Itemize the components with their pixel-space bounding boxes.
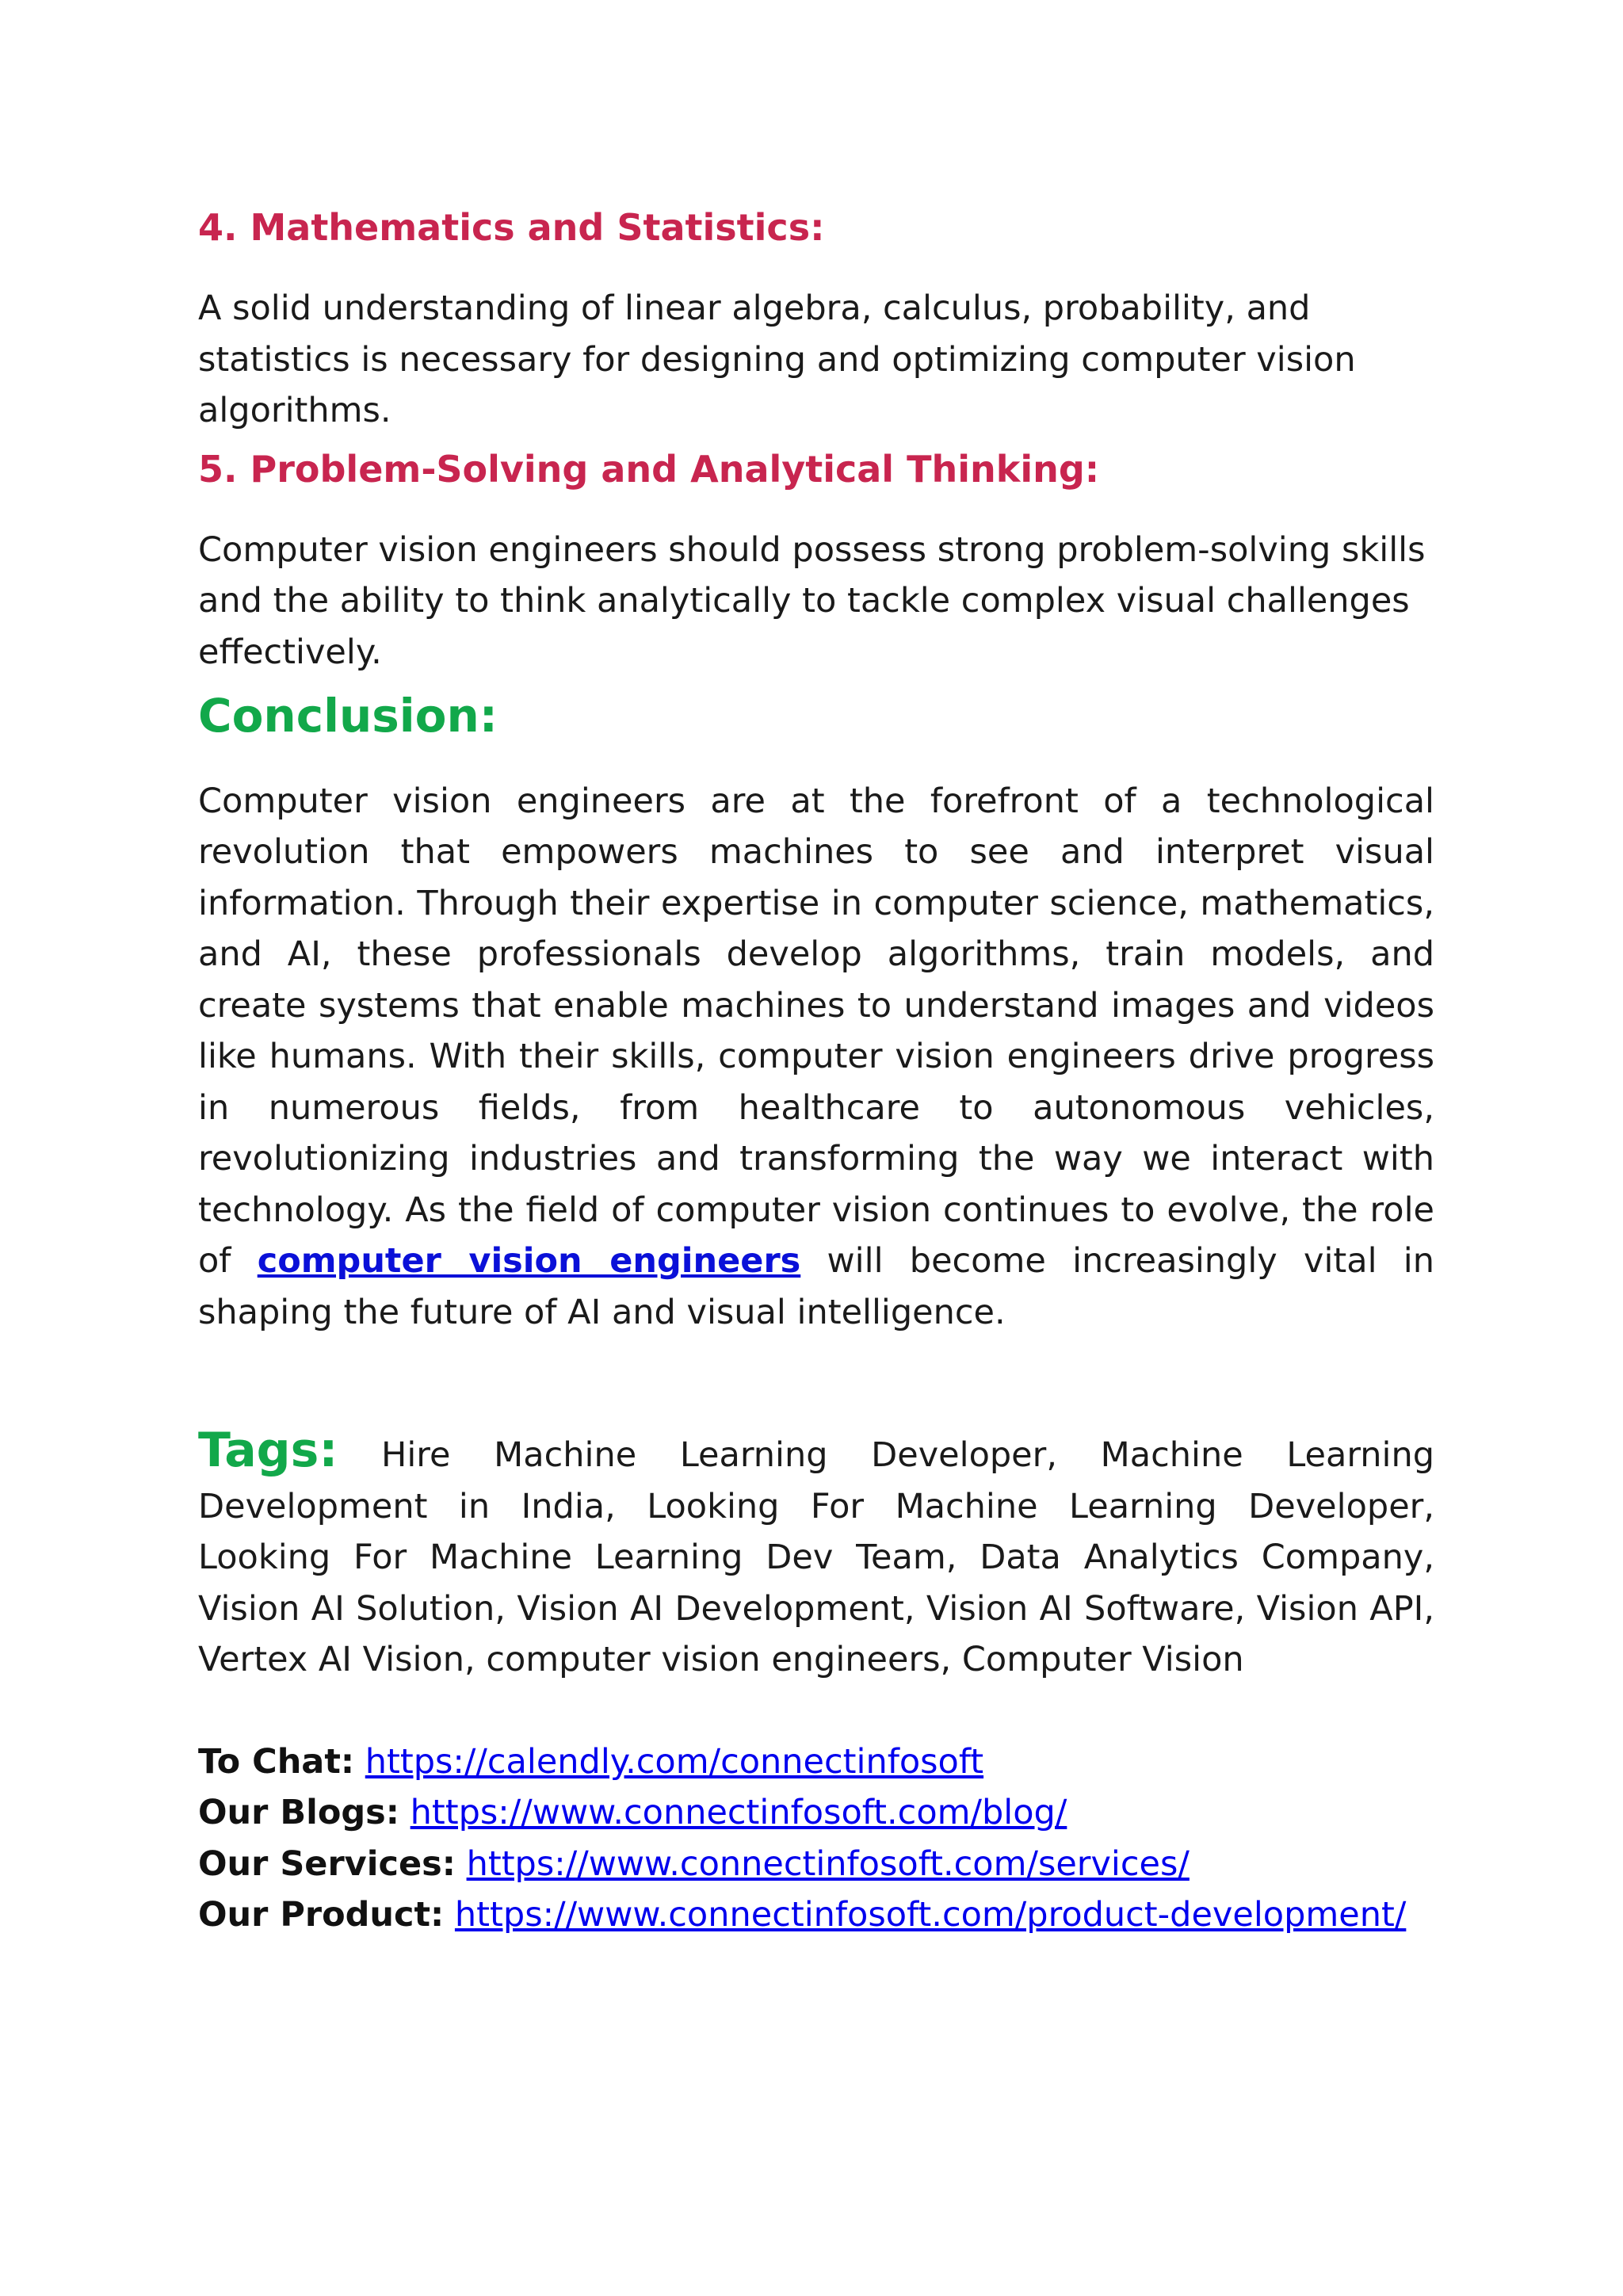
- contact-chat: [198, 1736, 1434, 1788]
- section-5-body: Computer vision engineers should possess strong problem-solving skills and the ability to think analytically to tackle complex visual challenges effectively.: [198, 529, 1426, 672]
- contact-blogs-link[interactable]: https://www.connectinfosoft.com/blog/: [410, 1793, 1067, 1833]
- contact-chat-link[interactable]: https://calendly.com/connectinfosoft: [365, 1741, 984, 1782]
- contact-chat-label: To Chat:: [198, 1741, 355, 1782]
- contact-product-link[interactable]: https://www.connectinfosoft.com/product-development/: [454, 1895, 1407, 1935]
- conclusion-heading: Conclusion:: [198, 689, 498, 743]
- conclusion-text-after-link: will become increasingly vital in shaping the future of AI and visual intelligence.: [198, 1241, 1434, 1332]
- contact-services-link[interactable]: https://www.connectinfosoft.com/services/: [466, 1843, 1190, 1884]
- conclusion-text-before-link: Computer vision engineers are at the forefront of a technological revolution that empowers machines to see and interpret visual information. Through their expertise in computer science, mathematics, and AI, these professionals develop algorithms, train models, and create systems that enable machines to understand images and videos like humans. With their skills, computer vision engineers drive progress in numerous fields, from healthcare to autonomous vehicles, revolutionizing industries and transforming the way we interact with technology. As the field of computer vision continues to evolve, the role of: [198, 781, 1434, 1282]
- contact-services-label: Our Services:: [198, 1843, 456, 1884]
- computer-vision-engineers-link[interactable]: computer vision engineers: [257, 1241, 801, 1282]
- conclusion-body: [198, 776, 1434, 1339]
- tags-label: Tags:: [198, 1423, 338, 1479]
- contact-blogs-label: Our Blogs:: [198, 1793, 399, 1833]
- tags-list: Hire Machine Learning Developer, Machine Learning Development in India, Looking For Machine Learning Developer, Looking For Machine Learning Dev Team, Data Analytics Company, Vision AI Solution, Vision AI Development, Vision AI Software, Vision API, Vertex AI Vision, computer vision engineers, Computer Vision: [198, 1435, 1434, 1680]
- contact-blogs: [198, 1787, 1434, 1839]
- section-5-heading: 5. Problem-Solving and Analytical Thinking:: [198, 447, 1100, 491]
- section-4-body: A solid understanding of linear algebra, calculus, probability, and statistics is necessary for designing and optimizing computer vision algorithms.: [198, 288, 1356, 431]
- contact-links: [198, 1736, 1434, 1941]
- contact-product-label: Our Product:: [198, 1895, 445, 1935]
- tags-paragraph: [198, 1425, 1434, 1686]
- document-page: [198, 198, 1434, 1941]
- contact-services: [198, 1839, 1434, 1890]
- contact-product: [198, 1889, 1434, 1941]
- section-4-heading: 4. Mathematics and Statistics:: [198, 206, 825, 249]
